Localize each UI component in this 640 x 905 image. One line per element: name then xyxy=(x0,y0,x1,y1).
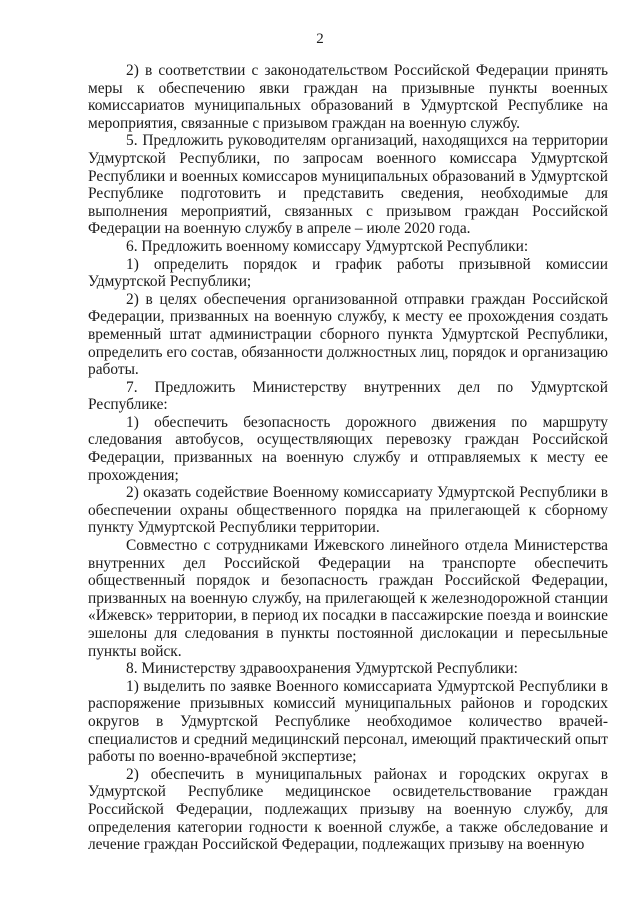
paragraph-6-item-1: 1) определить порядок и график работы призывной комиссии Удмуртской Республики; xyxy=(88,255,608,291)
paragraph-8-heading: 8. Министерству здравоохранения Удмуртской Республики: xyxy=(126,660,518,678)
paragraph-8-item-1: 1) выделить по заявке Военного комиссариата Удмуртской Республики в распоряжение призывных комиссий муниципальных районов и городских округов в Удмуртской Республике необходимое количество врачей-специалистов и средний медицинский персонал, имеющий практический опыт работы по военно-врачебной экспертизе; xyxy=(88,677,608,766)
paragraph-7-item-2: 2) оказать содействие Военному комиссариату Удмуртской Республики в обеспечении охраны общественного порядка на прилегающей к сборному пункту Удмуртской Республики территории. xyxy=(88,484,608,537)
paragraph-8-item-2: 2) обеспечить в муниципальных районах и городских округах в Удмуртской Республике медицинское освидетельствование граждан Российской Федерации, подлежащих призыву на военную службу, для определения категории годности к военной службе, а также обследование и лечение граждан Российской Федерации, подлежащих призыву на военную xyxy=(88,765,608,854)
document-body xyxy=(88,62,608,854)
paragraph-6-heading: 6. Предложить военному комиссару Удмуртской Республики: xyxy=(126,237,529,255)
paragraph-7-item-1: 1) обеспечить безопасность дорожного движения по маршруту следования автобусов, осуществляющих перевозку граждан Российской Федерации, призванных на военную службу и отправляемых к месту ее прохождения; xyxy=(88,413,608,484)
paragraph-6-item-2: 2) в целях обеспечения организованной отправки граждан Российской Федерации, призванных на военную службу, к месту ее прохождения создать временный штат администрации сборного пункта Удмуртской Республики, определить его состав, обязанности должностных лиц, порядок и организацию работы. xyxy=(88,290,608,379)
page-number: 2 xyxy=(316,31,324,47)
paragraph-5-organizations: 5. Предложить руководителям организаций, находящихся на территории Удмуртской Республики, по запросам военного комиссара Удмуртской Республики и военных комиссаров муниципальных образований в Удмуртской Республике подготовить и представить сведения, необходимые для выполнения мероприятий, связанных с призывом граждан Российской Федерации на военную службу в апреле – июле 2020 года. xyxy=(88,132,608,238)
paragraph-item-2-attendance: 2) в соответствии с законодательством Российской Федерации принять меры к обеспечению явки граждан на призывные пункты военных комиссариатов муниципальных образований в Удмуртской Республике на мероприятия, связанные с призывом граждан на военную службу. xyxy=(88,62,608,132)
paragraph-7-joint-measures: Совместно с сотрудниками Ижевского линейного отдела Министерства внутренних дел Российской Федерации на транспорте обеспечить общественный порядок и безопасность граждан Российской Федерации, призванных на военную службу, на прилегающей к железнодорожной станции «Ижевск» территории, в период их посадки в пассажирские поезда и воинские эшелоны для следования в пункты постоянной дислокации и пересыльные пункты войск. xyxy=(88,537,608,660)
paragraph-7-heading: 7. Предложить Министерству внутренних дел по Удмуртской Республике: xyxy=(88,378,608,414)
